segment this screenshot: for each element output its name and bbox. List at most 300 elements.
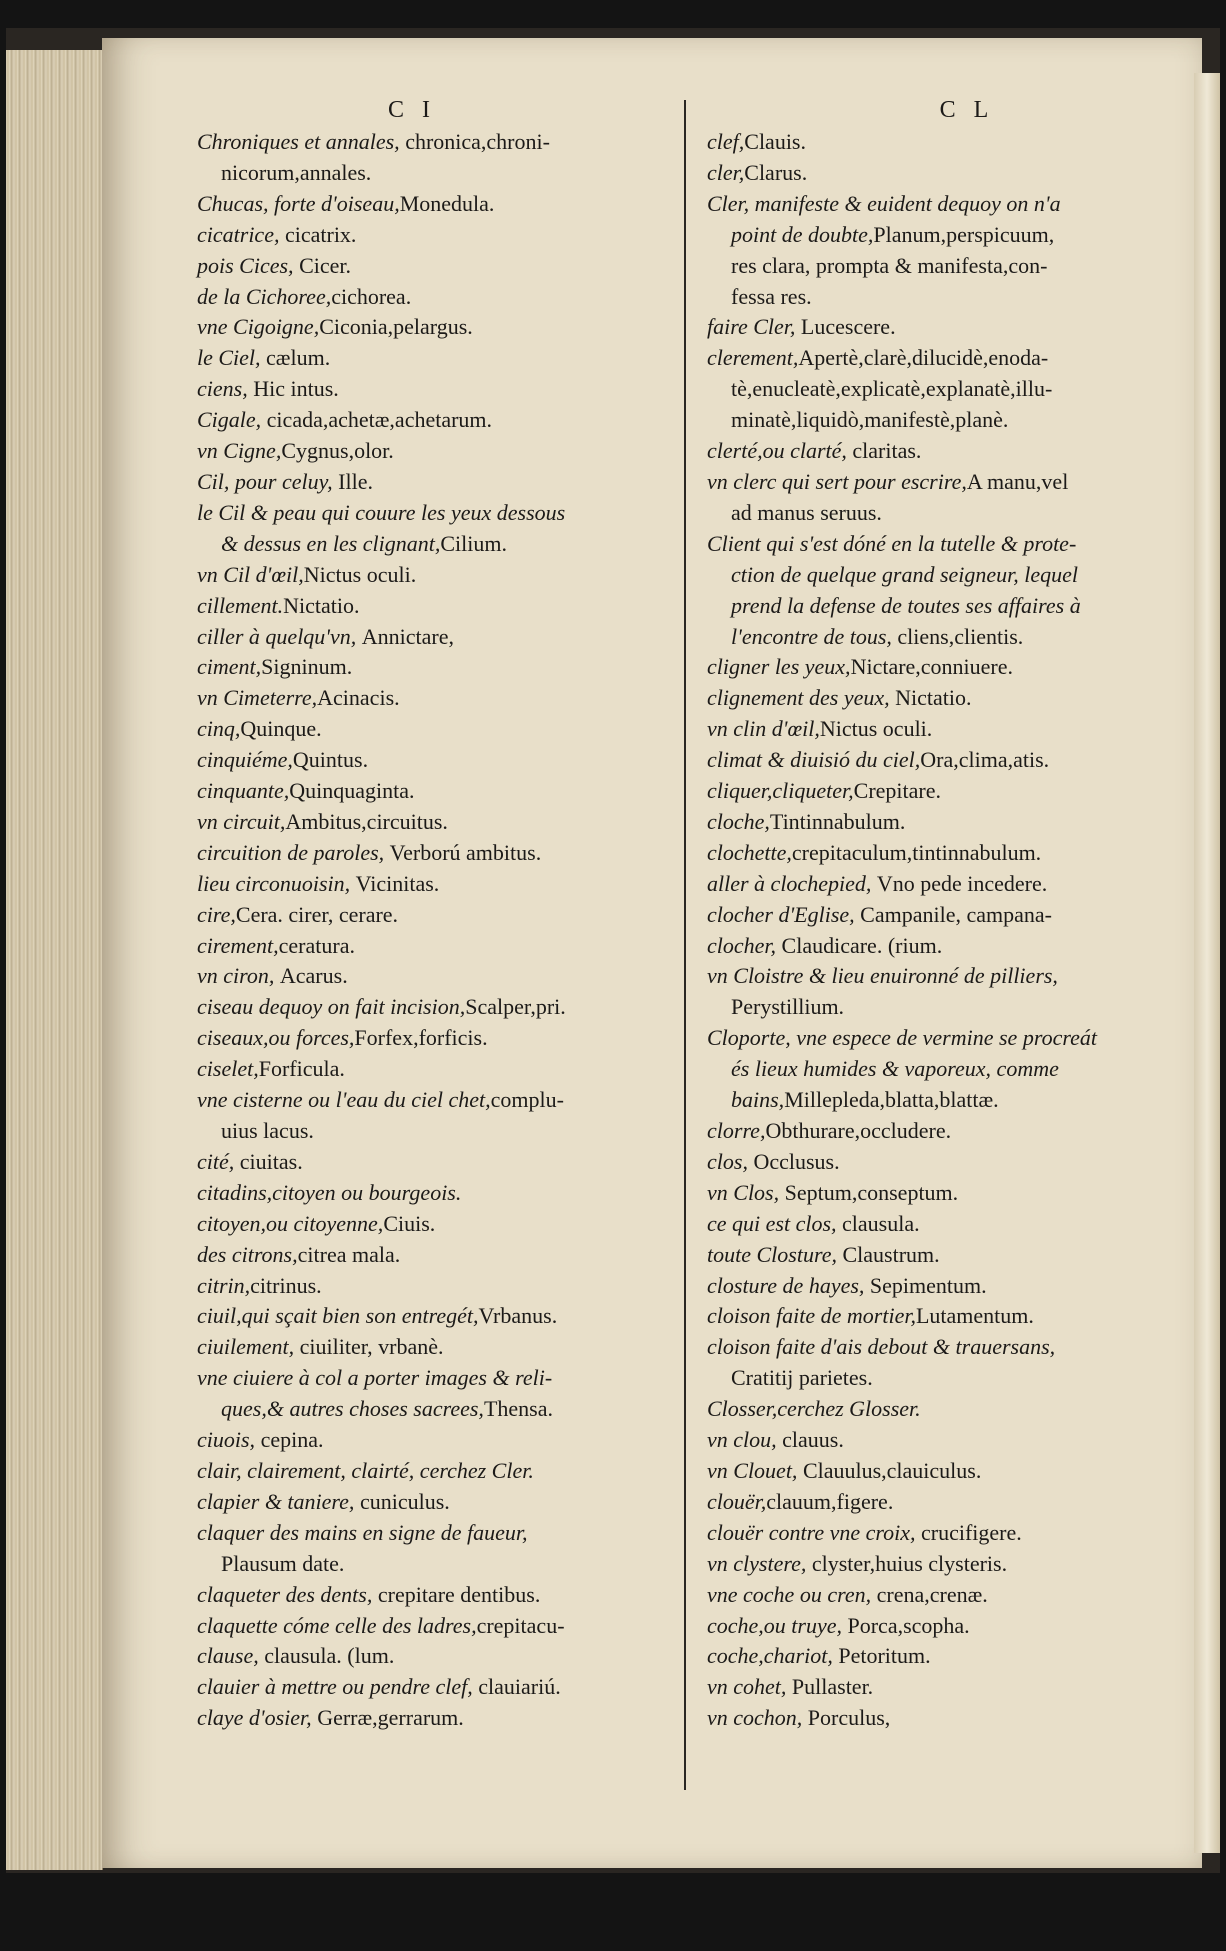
french-term: clerté,ou clarté, <box>707 438 853 464</box>
latin-equivalent: cælum. <box>266 345 331 371</box>
french-term: bains, <box>731 1087 785 1113</box>
french-term: vn Cigne, <box>197 438 282 464</box>
french-term: ques,& autres choses sacrees, <box>221 1396 484 1422</box>
entry-line <box>197 1209 777 1240</box>
dictionary-entry <box>707 312 1226 343</box>
latin-equivalent: Gerræ,gerrarum. <box>317 1705 464 1731</box>
entry-line <box>707 1209 1226 1240</box>
dictionary-entry <box>707 1487 1226 1518</box>
entry-line <box>197 869 777 900</box>
dictionary-entry <box>197 931 777 962</box>
latin-equivalent: Sepimentum. <box>869 1272 987 1298</box>
french-term: ction de quelque grand seigneur, lequel <box>731 561 1079 587</box>
latin-equivalent: Clauulus,clauiculus. <box>802 1457 982 1483</box>
latin-equivalent: Vicinitas. <box>355 870 440 896</box>
latin-equivalent: crepitacu- <box>476 1612 565 1638</box>
dictionary-entry <box>197 1147 777 1178</box>
entry-line <box>707 312 1226 343</box>
latin-equivalent: cicatrix. <box>284 221 357 247</box>
dictionary-entry <box>197 560 777 591</box>
french-term: ciens, <box>197 376 254 402</box>
latin-equivalent: Clarus. <box>744 159 808 185</box>
latin-equivalent: tè,enucleatè,explicatè,explanatè,illu- <box>731 376 1053 402</box>
french-term: és lieux humides & vaporeux, comme <box>731 1056 1059 1082</box>
dictionary-entry <box>197 1611 777 1642</box>
entry-line <box>707 931 1226 962</box>
entry-line <box>707 1271 1226 1302</box>
entry-line <box>707 1487 1226 1518</box>
entry-line <box>197 1363 777 1394</box>
french-term: vn Clos, <box>707 1179 785 1205</box>
entry-line <box>707 776 1226 807</box>
french-term: cloison faite d'ais debout & trauersans, <box>707 1334 1056 1360</box>
dictionary-entry <box>197 1580 777 1611</box>
dictionary-entry <box>707 1672 1226 1703</box>
latin-equivalent: clauiariú. <box>478 1674 561 1700</box>
entry-line <box>707 1178 1226 1209</box>
entry-line <box>707 1301 1226 1332</box>
entry-line <box>197 560 777 591</box>
latin-equivalent: Occlusus. <box>753 1148 840 1174</box>
entry-line <box>197 992 777 1023</box>
entry-line <box>197 1178 777 1209</box>
french-term: cloche, <box>707 808 770 834</box>
dictionary-entry <box>707 158 1226 189</box>
latin-equivalent: clyster,huius clysteris. <box>811 1550 1008 1576</box>
french-term: Client qui s'est dóné en la tutelle & prote- <box>707 530 1077 556</box>
dictionary-entry <box>707 436 1226 467</box>
latin-equivalent: res clara, prompta & manifesta,con- <box>731 252 1048 278</box>
dictionary-entry <box>707 869 1226 900</box>
dictionary-entry <box>707 652 1226 683</box>
french-term: & dessus en les clignant, <box>221 530 441 556</box>
latin-equivalent: ciuitas. <box>239 1148 303 1174</box>
french-term: vn clou, <box>707 1427 783 1453</box>
french-term: point de doubte, <box>731 221 874 247</box>
entry-line <box>707 1672 1226 1703</box>
french-term: Cloporte, vne espece de vermine se procreát <box>707 1025 1097 1051</box>
latin-equivalent: cichorea. <box>331 283 412 309</box>
latin-equivalent: Pullaster. <box>791 1674 874 1700</box>
french-term: de la Cichoree, <box>197 283 332 309</box>
dictionary-entry <box>197 189 777 220</box>
latin-equivalent: Lucescere. <box>800 314 896 340</box>
latin-equivalent: Nictus oculi. <box>819 716 933 742</box>
entry-line <box>197 1147 777 1178</box>
french-term: vne coche ou cren, <box>707 1581 877 1607</box>
latin-equivalent: Planum,perspicuum, <box>873 221 1055 247</box>
entry-line <box>707 1363 1226 1394</box>
dictionary-entry <box>707 1147 1226 1178</box>
entry-line <box>707 1332 1226 1363</box>
latin-equivalent: Millepleda,blatta,blattæ. <box>784 1087 999 1113</box>
dictionary-entry <box>197 961 777 992</box>
entry-line <box>707 683 1226 714</box>
french-term: ce qui est clos, <box>707 1210 843 1236</box>
left-column <box>197 93 777 1734</box>
dictionary-entry <box>707 343 1226 436</box>
entry-line <box>707 467 1226 498</box>
dictionary-entry <box>197 683 777 714</box>
dictionary-entry <box>197 992 777 1023</box>
dictionary-entry <box>197 1487 777 1518</box>
latin-equivalent: Vrbanus. <box>478 1303 558 1329</box>
left-column-header: C I <box>388 97 436 123</box>
book-scan <box>6 28 1220 1873</box>
dictionary-entry <box>707 1271 1226 1302</box>
entry-line <box>197 776 777 807</box>
dictionary-entry <box>707 683 1226 714</box>
dictionary-entry <box>707 1301 1226 1332</box>
french-term: circuition de paroles, <box>197 839 390 865</box>
latin-equivalent: Porca,scopha. <box>847 1612 970 1638</box>
entry-line <box>197 1456 777 1487</box>
dictionary-entry <box>197 1178 777 1209</box>
latin-equivalent: clausula. <box>842 1210 920 1236</box>
entry-line <box>707 498 1226 529</box>
latin-equivalent: crucifigere. <box>921 1519 1022 1545</box>
entry-line <box>197 1580 777 1611</box>
dictionary-entry <box>197 1085 777 1147</box>
latin-equivalent: Cygnus,olor. <box>281 438 394 464</box>
entry-line <box>707 436 1226 467</box>
french-term: Chroniques et annales, <box>197 129 406 154</box>
dictionary-entry <box>197 1703 777 1734</box>
entry-line <box>197 591 777 622</box>
french-term: des citrons, <box>197 1241 298 1267</box>
entry-line <box>707 591 1226 622</box>
entry-line <box>197 931 777 962</box>
entry-line <box>197 1487 777 1518</box>
dictionary-entry <box>197 1456 777 1487</box>
french-term: cloison faite de mortier, <box>707 1303 916 1329</box>
latin-equivalent: Nictus oculi. <box>303 561 417 587</box>
french-term: cire, <box>197 901 236 927</box>
entry-line <box>707 158 1226 189</box>
entry-line <box>197 1301 777 1332</box>
dictionary-entry <box>707 189 1226 313</box>
entry-line <box>197 1023 777 1054</box>
entry-line <box>707 1116 1226 1147</box>
french-term: cinquiéme, <box>197 747 293 773</box>
latin-equivalent: citrea mala. <box>297 1241 401 1267</box>
french-term: ciment, <box>197 654 262 680</box>
next-page-edge <box>1194 73 1220 1853</box>
french-term: cirement, <box>197 932 279 958</box>
french-term: clair, clairement, clairté, cerchez Cler. <box>197 1457 534 1483</box>
entry-line <box>707 961 1226 992</box>
latin-equivalent: clauus. <box>782 1427 844 1453</box>
french-term: climat & diuisió du ciel, <box>707 747 921 773</box>
dictionary-entry <box>197 745 777 776</box>
dictionary-entry <box>707 1209 1226 1240</box>
dictionary-entry <box>707 807 1226 838</box>
french-term: vn clystere, <box>707 1550 812 1576</box>
dictionary-entry <box>197 1209 777 1240</box>
french-term: ciller à quelqu'vn, <box>197 623 362 649</box>
french-term: cligner les yeux, <box>707 654 851 680</box>
latin-equivalent: cicada,achetæ,achetarum. <box>266 407 493 433</box>
dictionary-entry <box>707 931 1226 962</box>
right-column-header: C L <box>939 97 995 123</box>
french-term: clocher, <box>707 932 782 958</box>
french-term: ciseaux,ou forces, <box>197 1025 355 1051</box>
entry-line <box>707 1023 1226 1054</box>
french-term: cillement. <box>197 592 284 618</box>
latin-equivalent: Ciconia,pelargus. <box>319 314 473 340</box>
french-term: clorre, <box>707 1118 766 1143</box>
french-term: vn clerc qui sert pour escrire, <box>707 468 967 494</box>
dictionary-entry <box>197 343 777 374</box>
latin-equivalent: Nictatio. <box>283 592 360 618</box>
latin-equivalent: Cratitij parietes. <box>731 1365 873 1391</box>
left-entries <box>197 127 777 1734</box>
entry-line <box>197 529 777 560</box>
entry-line <box>707 1456 1226 1487</box>
latin-equivalent: Quinque. <box>240 716 322 742</box>
dictionary-entry <box>707 1023 1226 1116</box>
dictionary-entry <box>707 1611 1226 1642</box>
french-term: pois Cices, <box>197 252 300 278</box>
french-term: vn Cloistre & lieu enuironné de pilliers, <box>707 963 1058 989</box>
latin-equivalent: cliens,clientis. <box>897 623 1024 649</box>
dictionary-entry <box>707 529 1226 653</box>
french-term: clochette, <box>707 839 792 865</box>
french-term: vn clin d'œil, <box>707 716 820 742</box>
dictionary-entry <box>707 714 1226 745</box>
latin-equivalent: Quintus. <box>292 747 369 773</box>
dictionary-entry <box>197 652 777 683</box>
entry-line <box>707 838 1226 869</box>
latin-equivalent: crena,crenæ. <box>876 1581 988 1607</box>
entry-line <box>197 745 777 776</box>
french-term: le Ciel, <box>197 345 267 371</box>
dictionary-entry <box>197 714 777 745</box>
entry-line <box>197 1085 777 1116</box>
french-term: cler, <box>707 159 745 185</box>
dictionary-entry <box>197 622 777 653</box>
french-term: ciuil,qui sçait bien son entregét, <box>197 1303 479 1329</box>
french-term: clef, <box>707 129 745 154</box>
entry-line <box>197 158 777 189</box>
dictionary-entry <box>197 1301 777 1332</box>
latin-equivalent: Ora,clima,atis. <box>920 747 1050 773</box>
entry-line <box>707 745 1226 776</box>
french-term: ciuois, <box>197 1427 261 1453</box>
latin-equivalent: Ille. <box>338 468 373 494</box>
latin-equivalent: Septum,conseptum. <box>784 1179 959 1205</box>
dictionary-entry <box>197 1641 777 1672</box>
dictionary-entry <box>707 1518 1226 1549</box>
dictionary-entry <box>197 591 777 622</box>
entry-line <box>197 374 777 405</box>
column-divider <box>684 100 686 1790</box>
entry-line <box>197 343 777 374</box>
french-term: cliquer,cliqueter, <box>707 778 854 804</box>
latin-equivalent: Claustrum. <box>842 1241 940 1267</box>
french-term: vn Clouet, <box>707 1457 803 1483</box>
latin-equivalent: Acinacis. <box>317 685 400 711</box>
latin-equivalent: Forfex,forficis. <box>354 1025 488 1051</box>
latin-equivalent: Plausum date. <box>221 1550 345 1576</box>
entry-line <box>707 1240 1226 1271</box>
french-term: l'encontre de tous, <box>731 623 898 649</box>
latin-equivalent: Tintinnabulum. <box>769 808 906 834</box>
latin-equivalent: Claudicare. (rium. <box>781 932 943 958</box>
entry-line <box>197 251 777 282</box>
entry-line <box>707 1549 1226 1580</box>
entry-line <box>707 1703 1226 1734</box>
right-entries <box>707 127 1226 1734</box>
entry-line <box>197 467 777 498</box>
french-term: lieu circonuoisin, <box>197 870 356 896</box>
latin-equivalent: citrinus. <box>250 1272 322 1298</box>
latin-equivalent: clauum,figere. <box>766 1488 894 1514</box>
french-term: clapier & taniere, <box>197 1488 360 1514</box>
entry-line <box>197 127 777 158</box>
dictionary-entry <box>197 1054 777 1085</box>
entry-line <box>197 807 777 838</box>
entry-line <box>707 1085 1226 1116</box>
latin-equivalent: Lutamentum. <box>915 1303 1034 1329</box>
dictionary-entry <box>197 776 777 807</box>
french-term: claquette cóme celle des ladres, <box>197 1612 477 1638</box>
french-term: clouër contre vne croix, <box>707 1519 922 1545</box>
french-term: coche,chariot, <box>707 1643 839 1669</box>
entry-line <box>197 436 777 467</box>
latin-equivalent: Forficula. <box>258 1056 345 1082</box>
dictionary-entry <box>197 838 777 869</box>
french-term: prend la defense de toutes ses affaires à <box>731 592 1081 618</box>
latin-equivalent: Scalper,pri. <box>465 994 566 1020</box>
entry-line <box>707 622 1226 653</box>
entry-line <box>197 961 777 992</box>
latin-equivalent: Thensa. <box>483 1396 553 1422</box>
dictionary-entry <box>707 1394 1226 1425</box>
entry-line <box>197 1394 777 1425</box>
dictionary-entry <box>197 498 777 560</box>
french-term: citadins,citoyen ou bourgeois. <box>197 1179 462 1205</box>
dictionary-entry <box>707 776 1226 807</box>
dictionary-entry <box>707 1641 1226 1672</box>
french-term: ciselet, <box>197 1056 259 1082</box>
entry-line <box>707 1611 1226 1642</box>
entry-line <box>707 869 1226 900</box>
latin-equivalent: ciuiliter, vrbanè. <box>299 1334 444 1360</box>
entry-line <box>197 1271 777 1302</box>
entry-line <box>197 622 777 653</box>
dictionary-entry <box>197 127 777 189</box>
entry-line <box>197 1116 777 1147</box>
french-term: cité, <box>197 1148 240 1174</box>
entry-line <box>197 189 777 220</box>
entry-line <box>197 652 777 683</box>
french-term: vn cochon, <box>707 1705 808 1731</box>
french-term: toute Closture, <box>707 1241 843 1267</box>
dictionary-entry <box>197 1023 777 1054</box>
latin-equivalent: Annictare, <box>361 623 455 649</box>
french-term: Closser,cerchez Glosser. <box>707 1396 921 1422</box>
dictionary-entry <box>707 838 1226 869</box>
latin-equivalent: ceratura. <box>278 932 355 958</box>
entry-line <box>197 220 777 251</box>
entry-line <box>707 189 1226 220</box>
dictionary-entry <box>707 1425 1226 1456</box>
french-term: vn Cil d'œil, <box>197 561 304 587</box>
dictionary-entry <box>197 312 777 343</box>
latin-equivalent: Nictatio. <box>895 685 972 711</box>
entry-line <box>197 405 777 436</box>
latin-equivalent: Obthurare,occludere. <box>765 1118 952 1143</box>
latin-equivalent: fessa res. <box>731 283 812 309</box>
latin-equivalent: complu- <box>490 1087 564 1113</box>
latin-equivalent: crepitare dentibus. <box>377 1581 541 1607</box>
french-term: faire Cler, <box>707 314 801 340</box>
latin-equivalent: ad manus seruus. <box>731 499 882 525</box>
dictionary-entry <box>197 282 777 313</box>
entry-line <box>197 1641 777 1672</box>
entry-line <box>197 282 777 313</box>
entry-line <box>707 374 1226 405</box>
french-term: clouër, <box>707 1488 767 1514</box>
entry-line <box>707 1425 1226 1456</box>
latin-equivalent: Signinum. <box>261 654 353 680</box>
latin-equivalent: Cicer. <box>299 252 351 278</box>
entry-line <box>197 714 777 745</box>
entry-line <box>197 1518 777 1549</box>
french-term: closture de hayes, <box>707 1272 870 1298</box>
french-term: clauier à mettre ou pendre clef, <box>197 1674 479 1700</box>
french-term: vn ciron, <box>197 963 280 989</box>
dictionary-page <box>102 38 1202 1868</box>
french-term: Cil, pour celuy, <box>197 468 339 494</box>
dictionary-entry <box>707 900 1226 931</box>
french-term: le Cil & peau qui couure les yeux dessous <box>197 499 566 525</box>
dictionary-entry <box>707 1580 1226 1611</box>
entry-line <box>707 900 1226 931</box>
french-term: claquer des mains en signe de faueur, <box>197 1519 528 1545</box>
entry-line <box>197 900 777 931</box>
dictionary-entry <box>707 1116 1226 1147</box>
dictionary-entry <box>707 1456 1226 1487</box>
latin-equivalent: Apertè,clarè,dilucidè,enoda- <box>798 345 1049 371</box>
dictionary-entry <box>707 1178 1226 1209</box>
dictionary-entry <box>197 1425 777 1456</box>
latin-equivalent: Ambitus,circuitus. <box>285 808 448 834</box>
dictionary-entry <box>197 436 777 467</box>
dictionary-entry <box>707 745 1226 776</box>
entry-line <box>197 498 777 529</box>
french-term: vn circuit, <box>197 808 286 834</box>
entry-line <box>197 312 777 343</box>
dictionary-entry <box>197 1240 777 1271</box>
latin-equivalent: Petoritum. <box>838 1643 931 1669</box>
dictionary-entry <box>197 807 777 838</box>
entry-line <box>197 1672 777 1703</box>
dictionary-entry <box>707 1240 1226 1271</box>
page-edges <box>6 50 103 1870</box>
french-term: clause, <box>197 1643 265 1669</box>
entry-line <box>707 1147 1226 1178</box>
entry-line <box>707 560 1226 591</box>
latin-equivalent: A manu,vel <box>966 468 1069 494</box>
dictionary-entry <box>197 1518 777 1580</box>
latin-equivalent: cepina. <box>260 1427 324 1453</box>
entry-line <box>197 1332 777 1363</box>
dictionary-entry <box>197 869 777 900</box>
dictionary-entry <box>197 467 777 498</box>
dictionary-entry <box>707 961 1226 1023</box>
